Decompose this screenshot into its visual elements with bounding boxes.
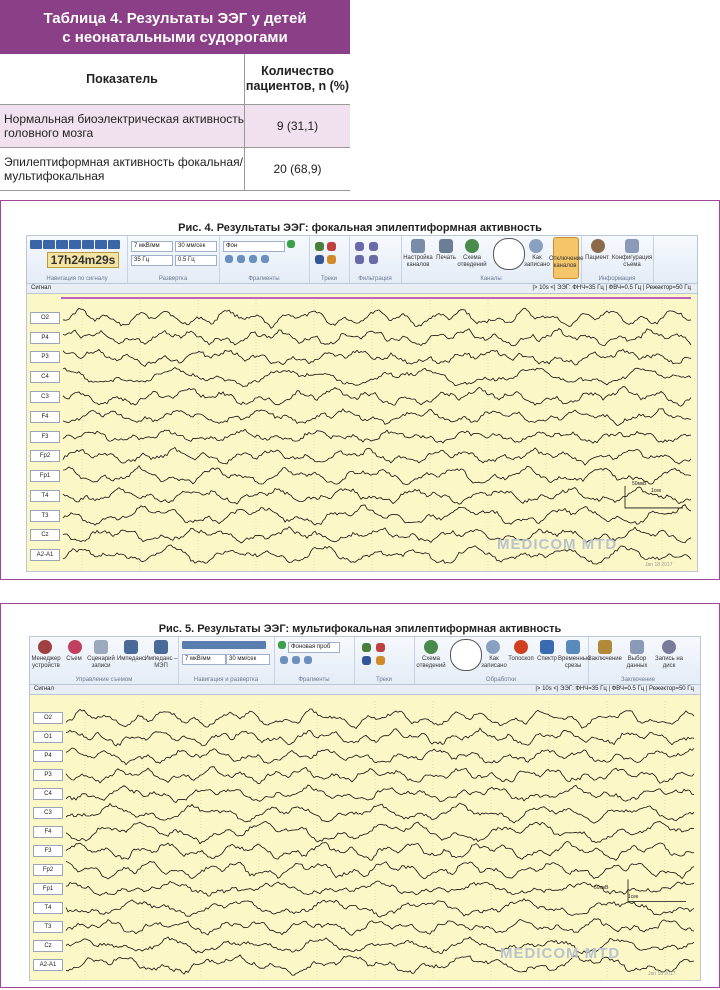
eeg-trace <box>66 821 694 843</box>
group-label: Треки <box>376 677 392 683</box>
figure-5 <box>0 603 720 988</box>
fragment-tool-icon[interactable] <box>225 255 233 263</box>
eeg-trace-area[interactable] <box>27 294 697 571</box>
eeg-trace <box>63 448 691 466</box>
track-icon[interactable] <box>327 255 336 264</box>
eeg-window-4 <box>26 235 698 572</box>
header-indicator: Показатель <box>0 54 245 104</box>
channel-label[interactable]: P4 <box>33 750 63 762</box>
fragment-tool-icon[interactable] <box>304 656 312 664</box>
montage-icon[interactable] <box>465 239 479 253</box>
eeg-trace <box>66 919 694 936</box>
eeg-traces <box>30 695 700 980</box>
group-navigation <box>27 236 128 283</box>
prev-icon[interactable] <box>56 240 68 249</box>
disable-channels-button[interactable]: Отключение каналов <box>549 256 584 269</box>
track-icon[interactable] <box>376 643 385 652</box>
nav-buttons[interactable] <box>182 641 266 649</box>
eeg-trace <box>66 842 694 861</box>
channel-label[interactable]: T3 <box>30 510 60 522</box>
spectrum-button[interactable]: Спектр <box>537 656 557 662</box>
head-scheme-icon <box>493 238 525 270</box>
status-left: Сигнал <box>34 686 55 692</box>
channel-label[interactable]: F3 <box>33 845 63 857</box>
table-title: Таблица 4. Результаты ЭЭГ у детей с неонатальными судорогами <box>0 0 350 54</box>
conclusion-icon[interactable] <box>598 640 612 654</box>
prev-page-icon[interactable] <box>43 240 55 249</box>
montage-icon[interactable] <box>424 640 438 654</box>
table-header <box>0 54 350 105</box>
eeg-trace <box>63 466 691 485</box>
save-disk-icon[interactable] <box>662 640 676 654</box>
date-label: Jan 18 2017 <box>648 971 676 977</box>
eeg-trace <box>63 505 691 525</box>
group-label: Фрагменты <box>298 677 330 683</box>
row-value: 20 (68,9) <box>273 162 322 176</box>
group-label: Фрагменты <box>248 276 280 282</box>
spectrum-icon[interactable] <box>540 640 554 654</box>
toposcope-button[interactable]: Топоскоп <box>508 656 534 662</box>
channel-label[interactable]: Cz <box>30 529 60 541</box>
time-slices-icon[interactable] <box>566 640 580 654</box>
status-right: |> 10s <| ЭЭГ: ФНЧ=35 Гц | ФВЧ=0.5 Гц | Режектор=50 Гц <box>532 285 691 291</box>
track-icon[interactable] <box>362 656 371 665</box>
eeg-trace <box>66 861 694 879</box>
print-button[interactable]: Печать <box>436 255 456 261</box>
channel-label[interactable]: T4 <box>30 490 60 502</box>
channel-label[interactable]: A2-A1 <box>30 549 60 561</box>
channel-label[interactable]: P3 <box>33 769 63 781</box>
fragment-tool-icon[interactable] <box>261 255 269 263</box>
conclusion-button[interactable]: Заключение <box>588 656 622 662</box>
row-label: Эпилептиформная активность фокальная/ мультифокальная <box>0 148 245 190</box>
group-label: Информация <box>598 276 636 282</box>
group-info <box>581 236 654 283</box>
channel-label[interactable]: F3 <box>30 431 60 443</box>
config-button[interactable]: Конфигурация съема <box>611 255 653 268</box>
add-fragment-icon[interactable] <box>287 240 295 248</box>
filter-icon[interactable] <box>355 255 364 264</box>
group-channels <box>401 236 582 283</box>
group-label: Управление съемом <box>75 677 133 683</box>
toolbar-ribbon <box>30 637 700 685</box>
fragment-select[interactable]: Фон <box>223 241 285 252</box>
figure-5-caption: Рис. 5. Результаты ЭЭГ: мультифокальная эпилептиформная активность <box>158 623 562 635</box>
channel-label[interactable]: O2 <box>30 312 60 324</box>
scenario-icon[interactable] <box>94 640 108 654</box>
select-data-button[interactable]: Выбор данных <box>626 656 648 669</box>
channel-label[interactable]: A2-A1 <box>33 959 63 971</box>
record-button[interactable]: Съем <box>66 656 82 662</box>
date-label: Jan 18 2017 <box>645 562 673 568</box>
scenario-button[interactable]: Сценарий записи <box>87 656 115 669</box>
group-recording <box>30 637 179 684</box>
row-label: Нормальная биоэлектрическая активность головного мозга <box>0 105 245 147</box>
group-label: Фильтрация <box>358 276 392 282</box>
track-icon[interactable] <box>376 656 385 665</box>
channel-label[interactable]: C3 <box>30 391 60 403</box>
channel-label[interactable]: Fp2 <box>30 450 60 462</box>
impedance-mep-button[interactable]: Импеданс – МЭП <box>144 656 178 669</box>
channel-label[interactable]: C3 <box>33 807 63 819</box>
first-icon[interactable] <box>30 240 42 249</box>
status-left: Сигнал <box>31 285 52 291</box>
patient-button[interactable]: Пациент <box>585 255 609 261</box>
eeg-trace <box>63 429 691 443</box>
eeg-trace <box>66 899 694 917</box>
figure-4 <box>0 200 720 580</box>
hf-select[interactable]: 35 Гц <box>131 255 173 266</box>
channel-label[interactable]: C4 <box>33 788 63 800</box>
table-row <box>0 148 350 191</box>
impedance-mep-icon[interactable] <box>154 640 168 654</box>
head-scheme-icon <box>450 639 482 671</box>
toolbar-ribbon <box>27 236 697 284</box>
filter-icon[interactable] <box>355 242 364 251</box>
status-bar <box>27 284 697 294</box>
eeg-trace <box>63 329 691 346</box>
group-processing <box>414 637 589 684</box>
fragment-tool-icon[interactable] <box>249 255 257 263</box>
eeg-traces <box>27 294 697 571</box>
as-recorded-button[interactable]: Как записано <box>481 656 507 669</box>
scale-label: 50мкВ <box>632 481 647 487</box>
time-display: 17h24m29s <box>47 252 119 268</box>
select-data-icon[interactable] <box>630 640 644 654</box>
eeg-trace <box>63 387 691 407</box>
eeg-trace <box>63 308 691 328</box>
eeg-trace-area[interactable] <box>30 695 700 980</box>
track-icon[interactable] <box>315 242 324 251</box>
group-label: Каналы <box>480 276 502 282</box>
next-icon[interactable] <box>82 240 94 249</box>
time-slices-button[interactable]: Временные срезы <box>558 656 591 669</box>
channel-settings-button[interactable]: Настройка каналов <box>403 255 433 268</box>
group-tracks <box>354 637 415 684</box>
impedance-icon[interactable] <box>124 640 138 654</box>
channel-label[interactable]: C4 <box>30 371 60 383</box>
speed-select[interactable]: 30 мм/сек <box>175 241 217 252</box>
group-fragments <box>219 236 310 283</box>
channel-label[interactable]: P4 <box>30 332 60 344</box>
track-icon[interactable] <box>327 242 336 251</box>
eeg-window-5 <box>29 636 701 981</box>
fragment-tool-icon[interactable] <box>280 656 288 664</box>
sensitivity-select[interactable]: 7 мкВ/мм <box>131 241 173 252</box>
play-icon[interactable] <box>69 240 81 249</box>
time-label: 1сек <box>651 488 662 494</box>
fragment-icon[interactable] <box>278 641 286 649</box>
channel-label[interactable]: T4 <box>33 902 63 914</box>
tc-select[interactable]: 0.5 Гц <box>175 255 217 266</box>
channel-label[interactable]: O1 <box>33 731 63 743</box>
channel-label[interactable]: Cz <box>33 940 63 952</box>
track-icon[interactable] <box>362 643 371 652</box>
print-icon[interactable] <box>439 239 453 253</box>
eeg-trace <box>66 803 694 823</box>
group-filter <box>349 236 402 283</box>
channel-label[interactable]: Fp2 <box>33 864 63 876</box>
group-label: Обработки <box>485 677 517 683</box>
eeg-trace <box>63 349 691 366</box>
group-tracks <box>309 236 350 283</box>
toposcope-icon[interactable] <box>514 640 528 654</box>
group-sweep <box>127 236 220 283</box>
channel-settings-icon[interactable] <box>411 239 425 253</box>
montage-button[interactable]: Схема отведений <box>416 656 446 669</box>
eeg-trace <box>63 409 691 426</box>
as-recorded-icon[interactable] <box>529 239 543 253</box>
eeg-trace <box>66 785 694 803</box>
table-row <box>0 105 350 148</box>
speed-select[interactable]: 30 мм/сек <box>226 654 270 665</box>
channel-label[interactable]: O2 <box>33 712 63 724</box>
montage-button[interactable]: Схема отведений <box>457 255 487 268</box>
eeg-trace <box>66 709 694 729</box>
scale-label: 50мкВ <box>594 885 609 891</box>
filter-icon[interactable] <box>369 242 378 251</box>
group-label: Развертка <box>158 276 188 282</box>
figure-4-caption: Рис. 4. Результаты ЭЭГ: фокальная эпилептиформная активность <box>178 222 542 234</box>
device-manager-icon[interactable] <box>38 640 52 654</box>
track-icon[interactable] <box>315 255 324 264</box>
fragment-tool-icon[interactable] <box>237 255 245 263</box>
watermark: MEDICOM MTD <box>500 945 621 962</box>
filter-icon[interactable] <box>369 255 378 264</box>
row-value: 9 (31,1) <box>276 119 319 133</box>
channel-label[interactable]: F4 <box>30 411 60 423</box>
status-bar <box>30 685 700 695</box>
eeg-trace <box>63 487 691 504</box>
patient-icon[interactable] <box>591 239 605 253</box>
group-nav-sweep <box>178 637 275 684</box>
status-right: |> 10s <| ЭЭГ: ФНЧ=35 Гц | ФВЧ=0.5 Гц | Режектор=50 Гц <box>535 686 694 692</box>
impedance-button[interactable]: Импеданс <box>116 656 146 662</box>
sensitivity-select[interactable]: 7 мкВ/мм <box>182 654 226 665</box>
next-page-icon[interactable] <box>95 240 107 249</box>
watermark: MEDICOM MTD <box>497 536 618 553</box>
eeg-trace <box>66 748 694 765</box>
fragment-select[interactable]: Фоновая проб <box>288 642 340 653</box>
channel-label[interactable]: F4 <box>33 826 63 838</box>
as-recorded-button[interactable]: Как записано <box>524 255 550 268</box>
last-icon[interactable] <box>108 240 120 249</box>
eeg-trace <box>66 767 694 784</box>
device-manager-button[interactable]: Менеджер устройств <box>31 656 61 669</box>
group-label: Навигация по сигналу <box>46 276 108 282</box>
header-count: Количество пациентов, n (%) <box>245 64 350 93</box>
time-label: 1сек <box>628 894 639 900</box>
eeg-trace <box>63 368 691 387</box>
results-table <box>0 0 350 191</box>
config-icon[interactable] <box>625 239 639 253</box>
channel-label[interactable]: T3 <box>33 921 63 933</box>
save-disk-button[interactable]: Запись на диск <box>654 656 683 669</box>
fragment-tool-icon[interactable] <box>292 656 300 664</box>
eeg-trace <box>66 728 694 746</box>
group-label: Заключение <box>621 677 655 683</box>
record-icon[interactable] <box>68 640 82 654</box>
channel-label[interactable]: P3 <box>30 351 60 363</box>
group-label: Треки <box>321 276 337 282</box>
group-label: Навигация и развертка <box>193 677 259 683</box>
group-fragments <box>274 637 355 684</box>
group-conclusion <box>588 637 688 684</box>
channel-label[interactable]: Fp1 <box>33 883 63 895</box>
as-recorded-icon[interactable] <box>486 640 500 654</box>
channel-label[interactable]: Fp1 <box>30 470 60 482</box>
